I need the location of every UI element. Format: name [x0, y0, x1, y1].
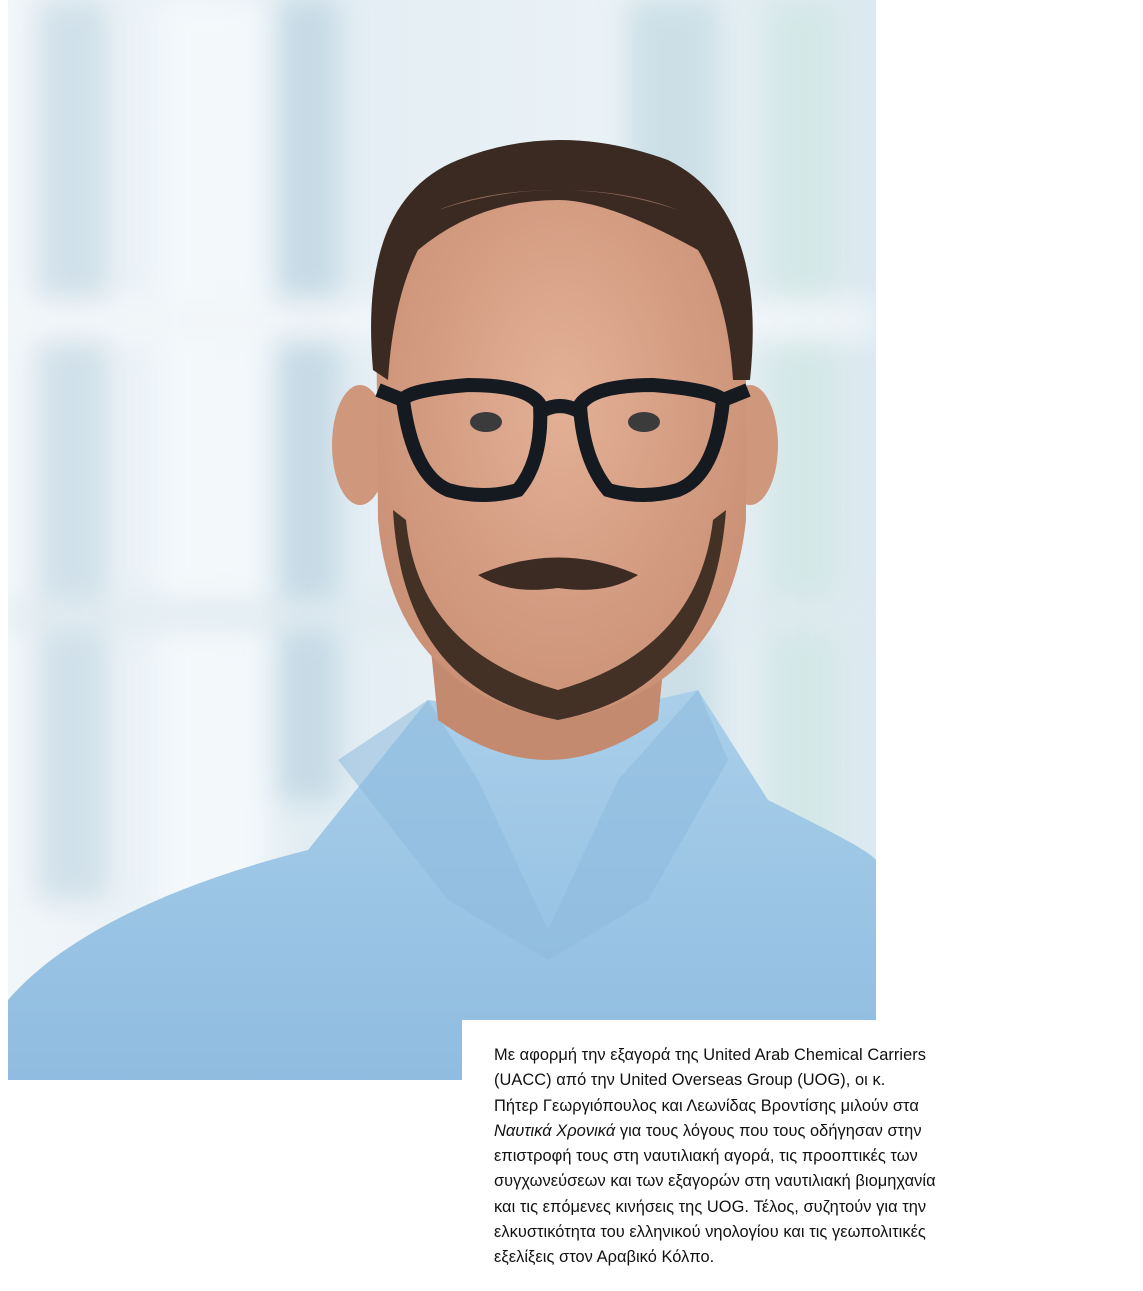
caption-line: εξελίξεις στον Αραβικό Κόλπο. — [494, 1248, 715, 1267]
caption-line: Πήτερ Γεωργιόπουλος και Λεωνίδας Βροντίσης μιλούν στα — [494, 1096, 919, 1115]
caption-line: επιστροφή τους στη ναυτιλιακή αγορά, τις προοπτικές των — [494, 1147, 918, 1166]
caption-line: για τους λόγους που τους οδήγησαν στην — [619, 1121, 922, 1140]
caption-line: (UACC) από την United Overseas Group (UOG), οι κ. — [494, 1071, 886, 1090]
publication-name: Ναυτικά Χρονικά — [494, 1121, 616, 1140]
portrait-photo — [8, 0, 876, 1080]
caption-line: και τις επόμενες κινήσεις της UOG. Τέλος, συζητούν για την — [494, 1197, 927, 1216]
caption-line: συγχωνεύσεων και των εξαγορών στη ναυτιλιακή βιομηχανία — [494, 1172, 936, 1191]
article-intro — [494, 1043, 1054, 1271]
caption-line: ελκυστικότητα του ελληνικού νηολογίου και τις γεωπολιτικές — [494, 1223, 926, 1242]
caption-line-with-publication — [494, 1119, 1054, 1144]
caption-line: Με αφορμή την εξαγορά της United Arab Chemical Carriers — [494, 1046, 927, 1064]
